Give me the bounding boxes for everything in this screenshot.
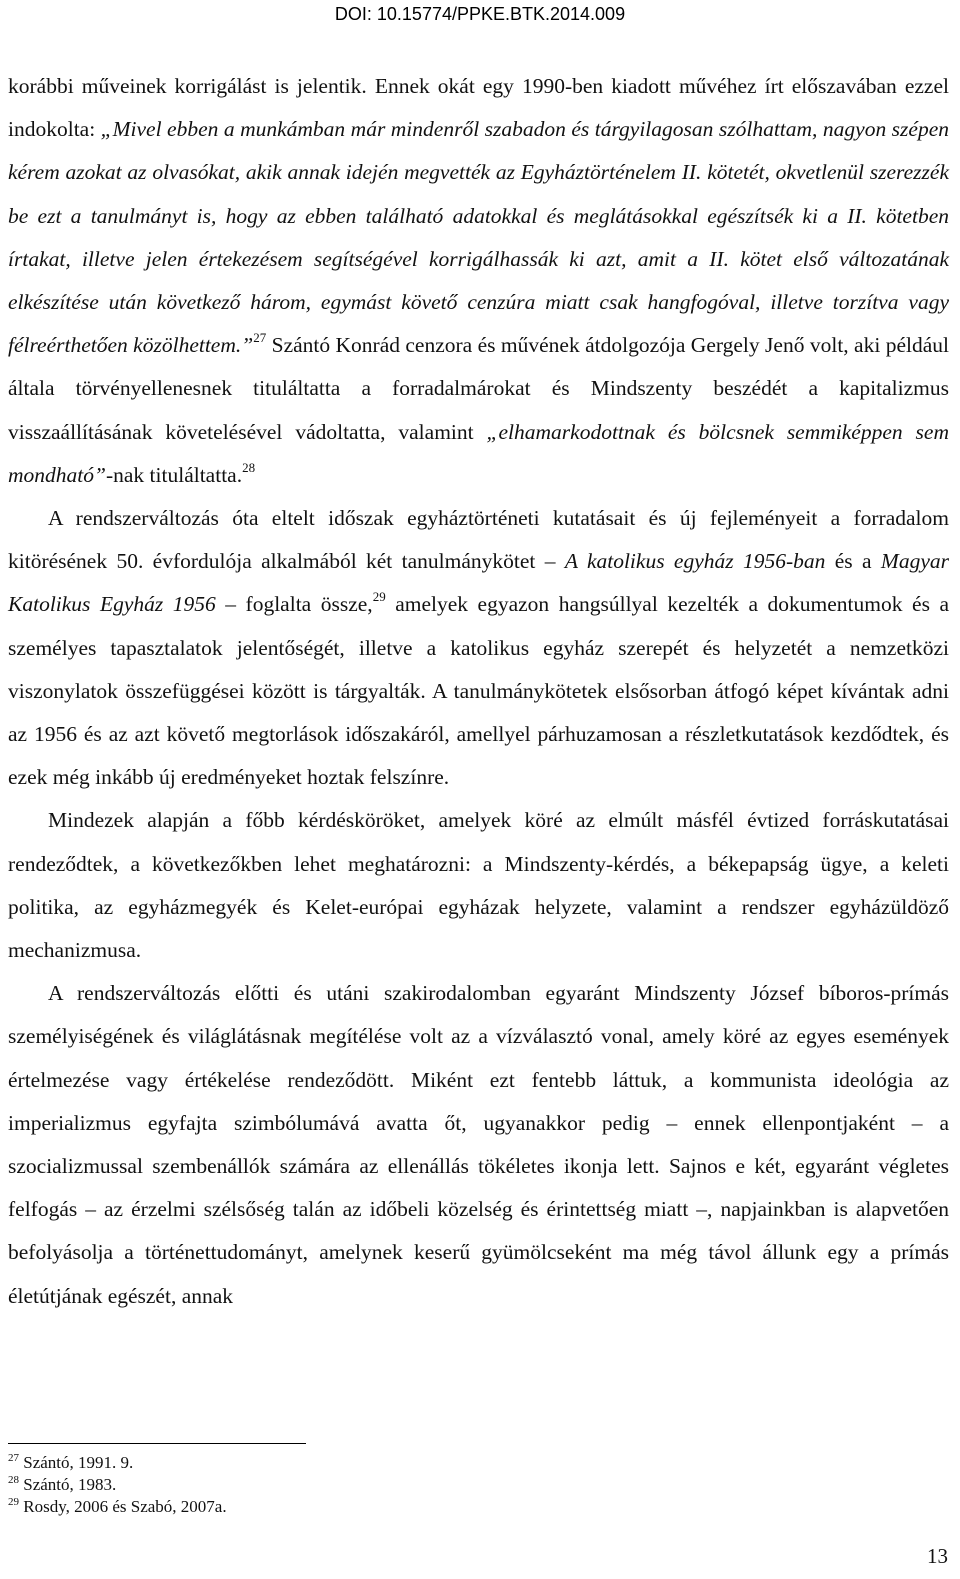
paragraph-4: A rendszerváltozás előtti és utáni szakirodalomban egyaránt Mindszenty József bíboros-prímás személyiségének és világlátásnak megítélése volt az a vízválasztó vonal, amely köré az egyes események értelmezése vagy értékelése rendeződött. Miként ezt fentebb láttuk, a kommunista ideológia az imperializmus egyfajta szimbólumává avatta őt, ugyanakkor pedig – ennek ellenpontjaként – a szocializmussal szembenállók számára az ellenállás tökéletes ikonja lett. Sajnos e két, egyaránt végletes felfogás – az érzelmi szélsőség talán az időbeli közelség és érintettség miatt –, napjainkban is alapvetően befolyásolja a történettudományt, amelynek keserű gyümölcseként ma még távol állunk egy a prímás életútjának egészét, annak [8, 981, 949, 1308]
paragraph-1 [8, 65, 949, 497]
text-run: Szántó Konrád cenzora és művének átdolgozója Gergely Jenő volt, aki például általa törvényellenesnek tituláltatta a forradalmárokat és Mindszenty beszédét a kapitalizmus visszaállításának követelésével vádoltatta, valamint [8, 333, 949, 444]
book-title: A katolikus egyház 1956-ban [564, 549, 826, 574]
text-run: és a [825, 549, 881, 574]
text-run: korábbi műveinek korrigálást is jelentik. Ennek okát egy 1990-ben kiadott művéhez írt előszavában ezzel indokolta: [8, 74, 949, 142]
footnote [8, 1496, 608, 1518]
footnote-number: 29 [8, 1496, 19, 1508]
footnote-text: Rosdy, 2006 és Szabó, 2007a. [23, 1497, 227, 1516]
text-run: -nak tituláltatta. [105, 462, 243, 487]
footnote-number: 27 [8, 1452, 19, 1464]
footnote-text: Szántó, 1991. 9. [23, 1453, 134, 1472]
book-title: Magyar Katolikus Egyház 1956 [8, 549, 949, 617]
footnote-ref: 28 [242, 459, 256, 475]
footnotes [8, 1452, 608, 1518]
page-number: 13 [927, 1544, 948, 1568]
body-text [8, 65, 949, 1318]
doi-header: DOI: 10.15774/PPKE.BTK.2014.009 [334, 4, 626, 24]
text-run: amelyek egyazon hangsúllyal kezelték a dokumentumok és a személyes tapasztalatok jelentőségét, illetve a katolikus egyház szerepét és helyzetét a nemzetközi viszonylatok összefüggései között is tárgyalták. A tanulmánykötetek elsősorban átfogó képet kívántak adni az 1956 és az azt követő megtorlások időszakáról, amellyel párhuzamosan a részletkutatások kezdődtek, és ezek még inkább új eredményeket hoztak felszínre. [8, 592, 949, 790]
quotation: „Mivel ebben a munkámban már mindenről szabadon és tárgyilagosan szólhattam, nagyon szépen kérem azokat az olvasókat, akik annak idején megvették az Egyháztörténelem II. kötetét, okvetlenül szerezzék be ezt a tanulmányt is, hogy az ebben található adatokkal és meglátásokkal egészítsék ki a II. kötetben írtakat, illetve jelen értekezésem segítségével korrigálhassák ki azt, amit a II. kötet első változatának elkészítése után következő három, egymást követő cenzúra miatt csak hangfogóval, illetve torzítva vagy félreérthetően közölhettem.” [8, 117, 949, 358]
footnote [8, 1452, 608, 1474]
footnote-ref: 29 [372, 589, 386, 605]
quotation: „elhamarkodottnak és bölcsnek semmiképpen sem mondható” [8, 419, 949, 487]
footnote-number: 28 [8, 1474, 19, 1486]
text-run: – foglalta össze, [215, 592, 373, 617]
paragraph-3: Mindezek alapján a főbb kérdésköröket, amelyek köré az elmúlt másfél évtized forráskutatásai rendeződtek, a következőkben lehet meghatározni: a Mindszenty-kérdés, a békepapság ügye, a keleti politika, az egyházmegyék és Kelet-európai egyházak helyzete, valamint a rendszer egyházüldöző mechanizmusa. [8, 808, 949, 963]
footnote [8, 1474, 608, 1496]
footnote-separator [8, 1443, 306, 1444]
footnote-ref: 27 [253, 330, 267, 346]
paragraph-2 [8, 497, 949, 799]
text-run: A rendszerváltozás óta eltelt időszak egyháztörténeti kutatásait és új fejleményeit a forradalom kitörésének 50. évfordulója alkalmából két tanulmánykötet – [8, 506, 949, 574]
footnote-text: Szántó, 1983. [23, 1475, 117, 1494]
